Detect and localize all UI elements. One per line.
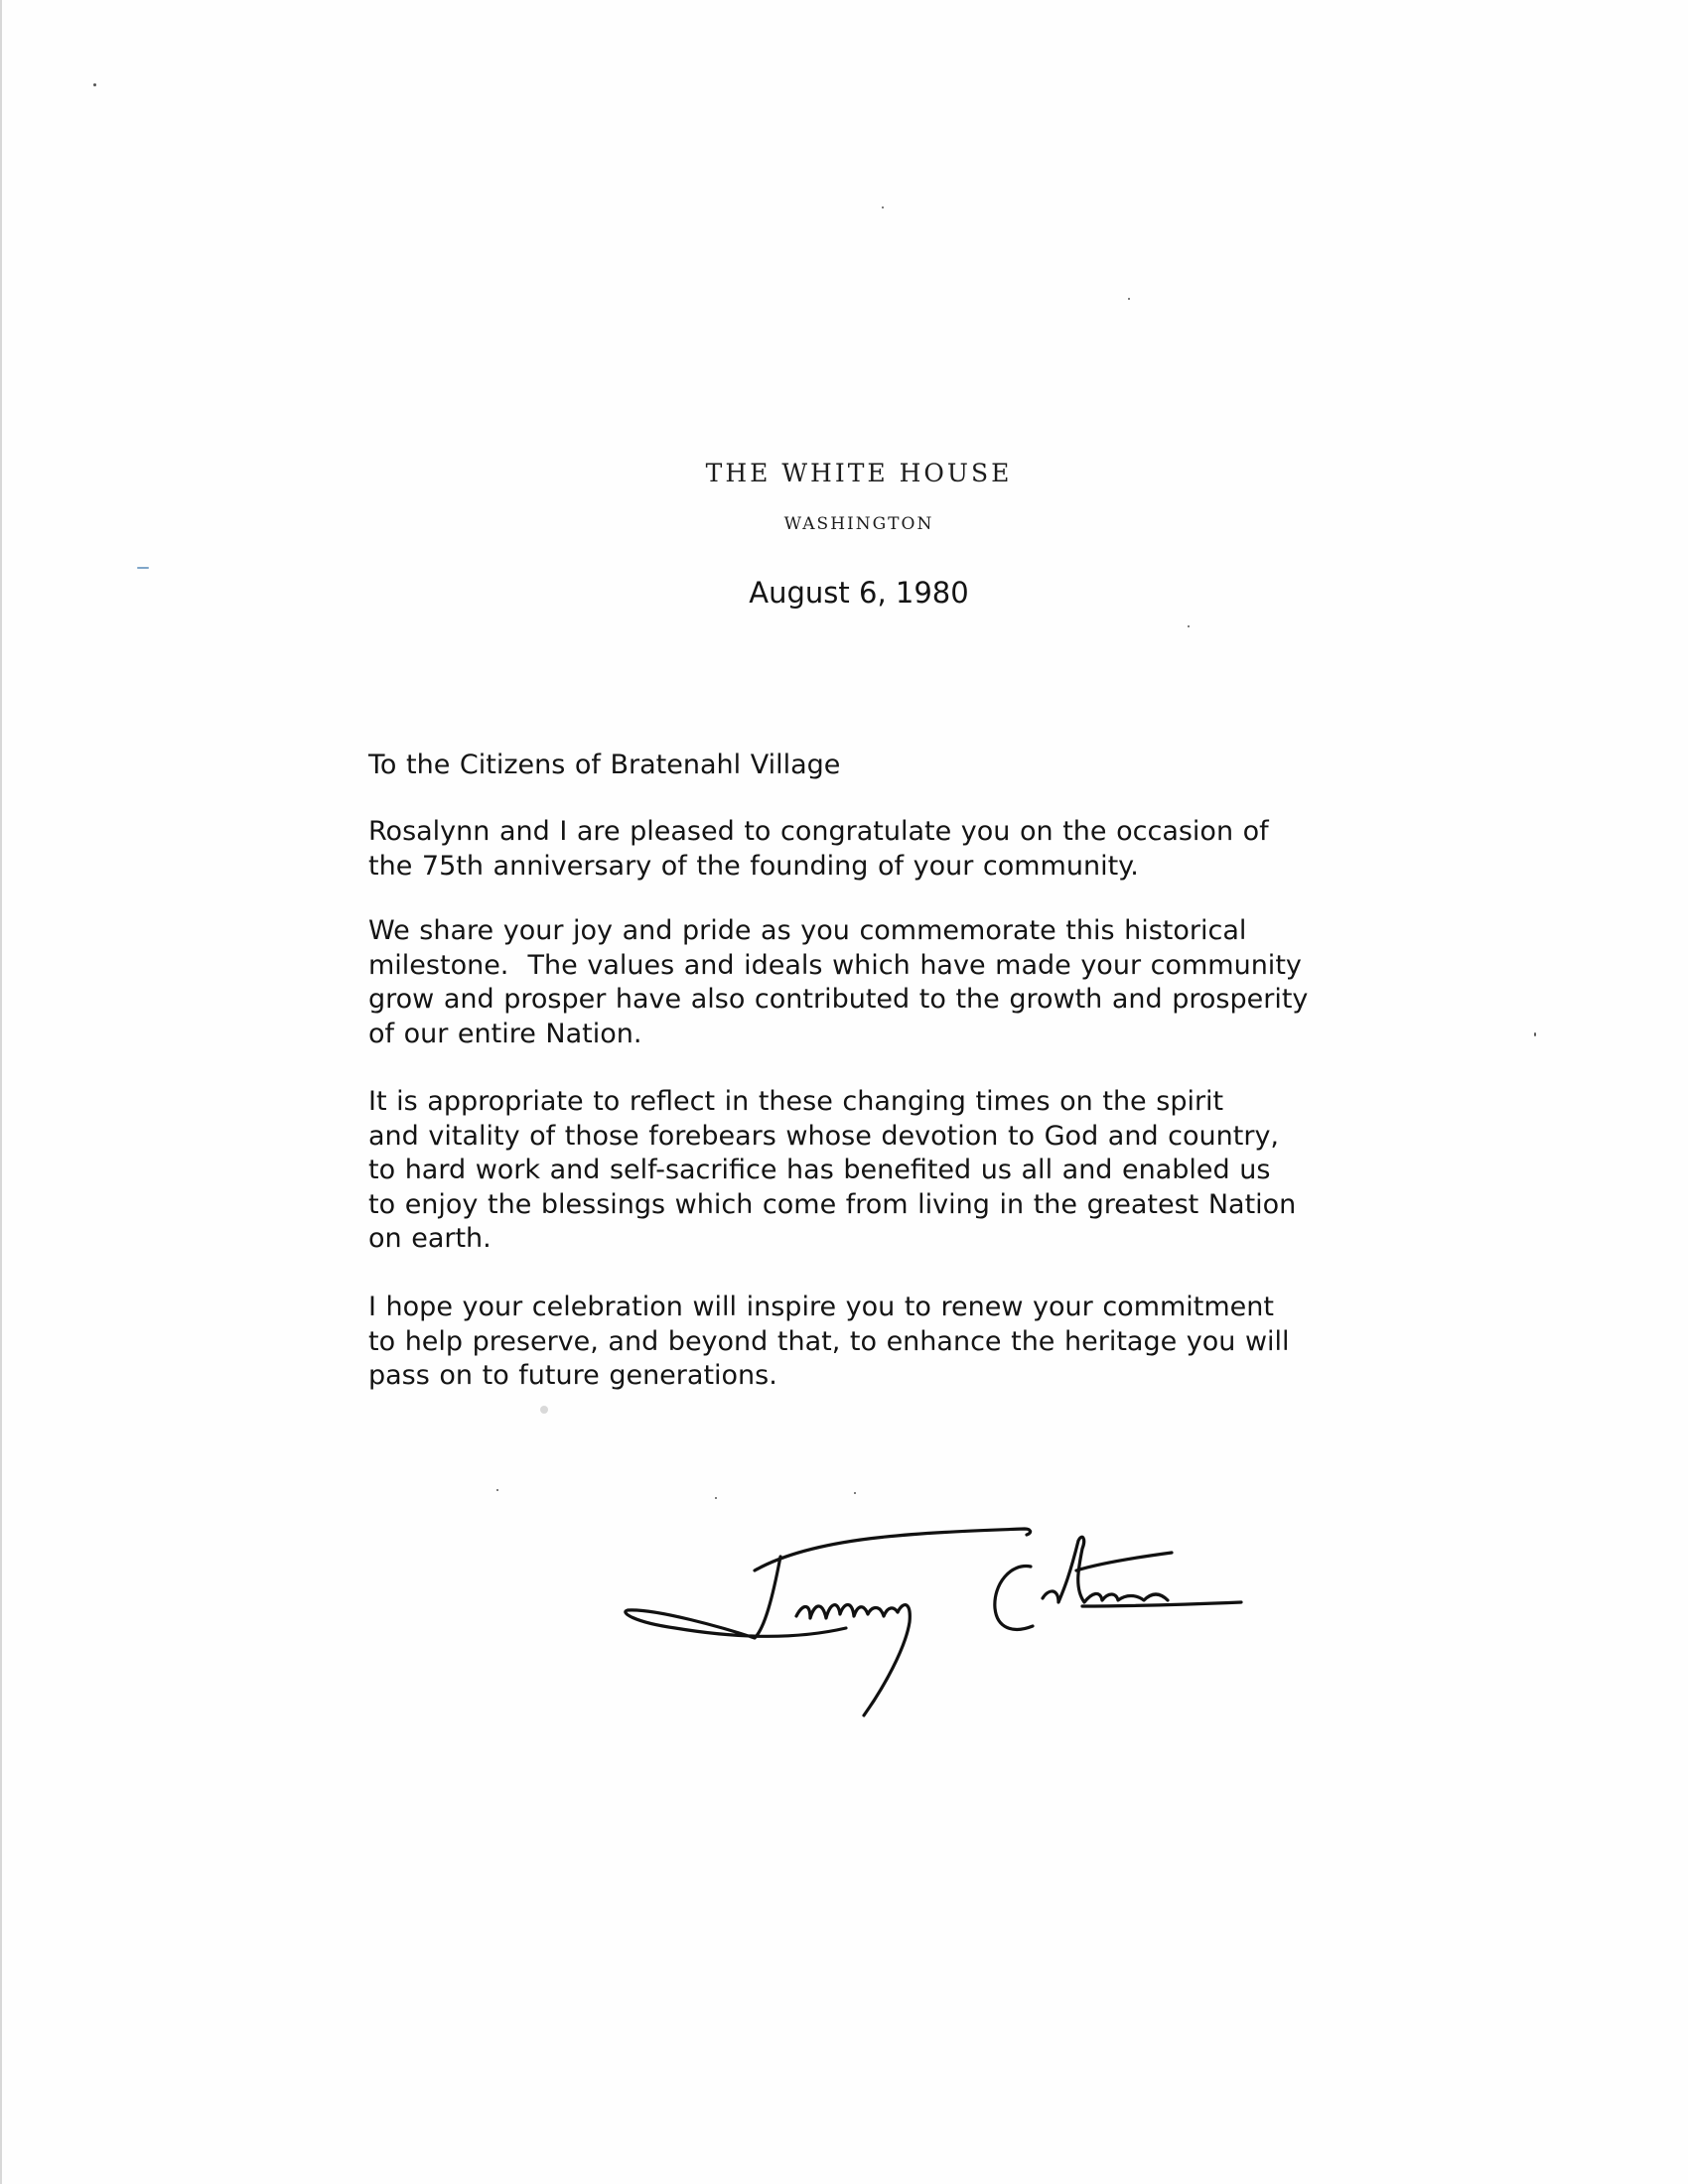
text-line: I hope your celebration will inspire you to renew your commitment <box>368 1292 1274 1322</box>
paragraph-2 <box>368 914 1401 1051</box>
scan-speck <box>882 206 884 208</box>
text-line: of our entire Nation. <box>368 1018 642 1049</box>
signature-image <box>616 1489 1251 1727</box>
paragraph-1 <box>368 815 1401 884</box>
scan-speck <box>1534 1032 1536 1036</box>
letterhead-subtitle: WASHINGTON <box>783 514 934 534</box>
text-line: Rosalynn and I are pleased to congratulate you on the occasion of <box>368 816 1269 847</box>
scan-speck <box>137 567 149 569</box>
text-line: grow and prosper have also contributed to the growth and prosperity <box>368 984 1309 1015</box>
text-line: on earth. <box>368 1223 492 1254</box>
text-line: We share your joy and pride as you commemorate this historical <box>368 915 1247 946</box>
scan-speck <box>540 1406 548 1414</box>
page-edge <box>0 0 2 2184</box>
scan-speck <box>1188 625 1190 627</box>
text-line: to enjoy the blessings which come from living in the greatest Nation <box>368 1188 1297 1220</box>
scan-speck <box>1128 298 1130 300</box>
scan-speck <box>496 1489 498 1491</box>
text-line: pass on to future generations. <box>368 1360 777 1391</box>
salutation: To the Citizens of Bratenahl Village <box>368 750 841 780</box>
text-line: and vitality of those forebears whose devotion to God and country, <box>368 1120 1280 1152</box>
text-line: the 75th anniversary of the founding of your community. <box>368 850 1139 882</box>
letterhead-title: THE WHITE HOUSE <box>705 459 1013 487</box>
text-line: to help preserve, and beyond that, to enhance the heritage you will <box>368 1325 1290 1357</box>
letter-date: August 6, 1980 <box>749 576 969 610</box>
text-line: milestone. The values and ideals which have made your community <box>368 949 1302 981</box>
text-line: to hard work and self-sacrifice has benefited us all and enabled us <box>368 1155 1271 1185</box>
text-line: It is appropriate to reflect in these changing times on the spirit <box>368 1086 1224 1117</box>
paragraph-4 <box>368 1291 1401 1394</box>
scan-speck <box>93 83 96 86</box>
paragraph-3 <box>368 1085 1401 1257</box>
